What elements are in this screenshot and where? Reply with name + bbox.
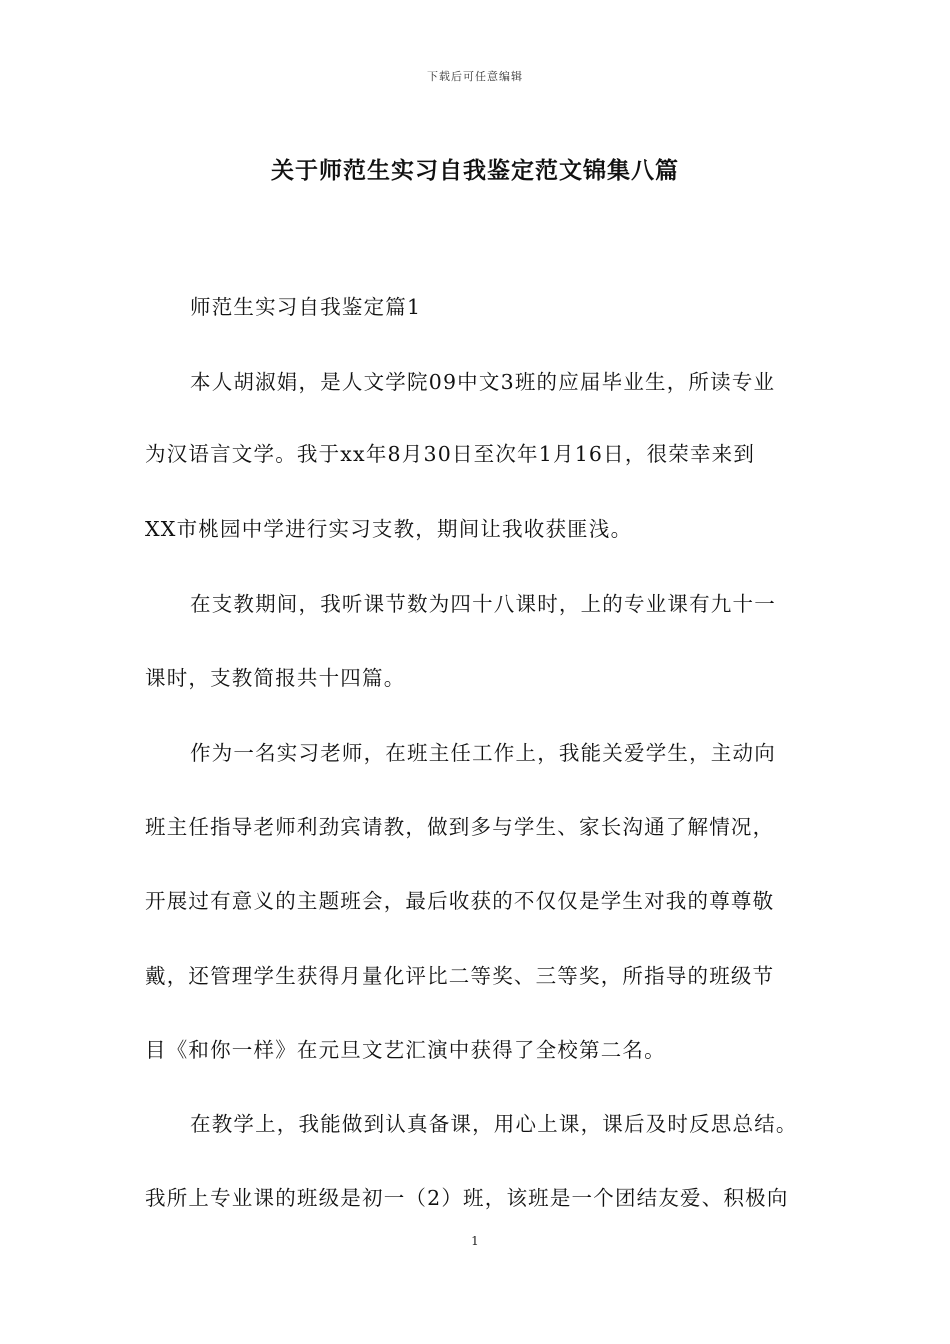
paragraph-line: 目《和你一样》在元旦文艺汇演中获得了全校第二名。 xyxy=(145,1038,666,1062)
paragraph-line: 戴，还管理学生获得月量化评比二等奖、三等奖，所指导的班级节 xyxy=(145,964,775,988)
paragraph-line: 为汉语言文学。我于xx年8月30日至次年1月16日，很荣幸来到 xyxy=(145,442,756,466)
header-note: 下载后可任意编辑 xyxy=(427,70,523,83)
paragraph-line: 在教学上，我能做到认真备课，用心上课，课后及时反思总结。 xyxy=(190,1112,798,1136)
paragraph-line: 在支教期间，我听课节数为四十八课时，上的专业课有九十一 xyxy=(190,592,776,616)
paragraph-line: 班主任指导老师利劲宾请教，做到多与学生、家长沟通了解情况， xyxy=(145,815,775,839)
paragraph-line: 本人胡淑娟，是人文学院09中文3班的应届毕业生，所读专业 xyxy=(190,370,776,394)
section-heading: 师范生实习自我鉴定篇1 xyxy=(190,295,422,319)
paragraph-line: 我所上专业课的班级是初一（2）班，该班是一个团结友爱、积极向 xyxy=(145,1186,789,1210)
document-title: 关于师范生实习自我鉴定范文锦集八篇 xyxy=(271,158,679,184)
paragraph-line: 课时，支教简报共十四篇。 xyxy=(145,666,406,690)
paragraph-line: 开展过有意义的主题班会，最后收获的不仅仅是学生对我的尊尊敬 xyxy=(145,889,775,913)
paragraph-line: XX市桃园中学进行实习支教，期间让我收获匪浅。 xyxy=(145,517,633,541)
page-number: 1 xyxy=(471,1234,479,1248)
paragraph-line: 作为一名实习老师，在班主任工作上，我能关爱学生，主动向 xyxy=(190,741,776,765)
